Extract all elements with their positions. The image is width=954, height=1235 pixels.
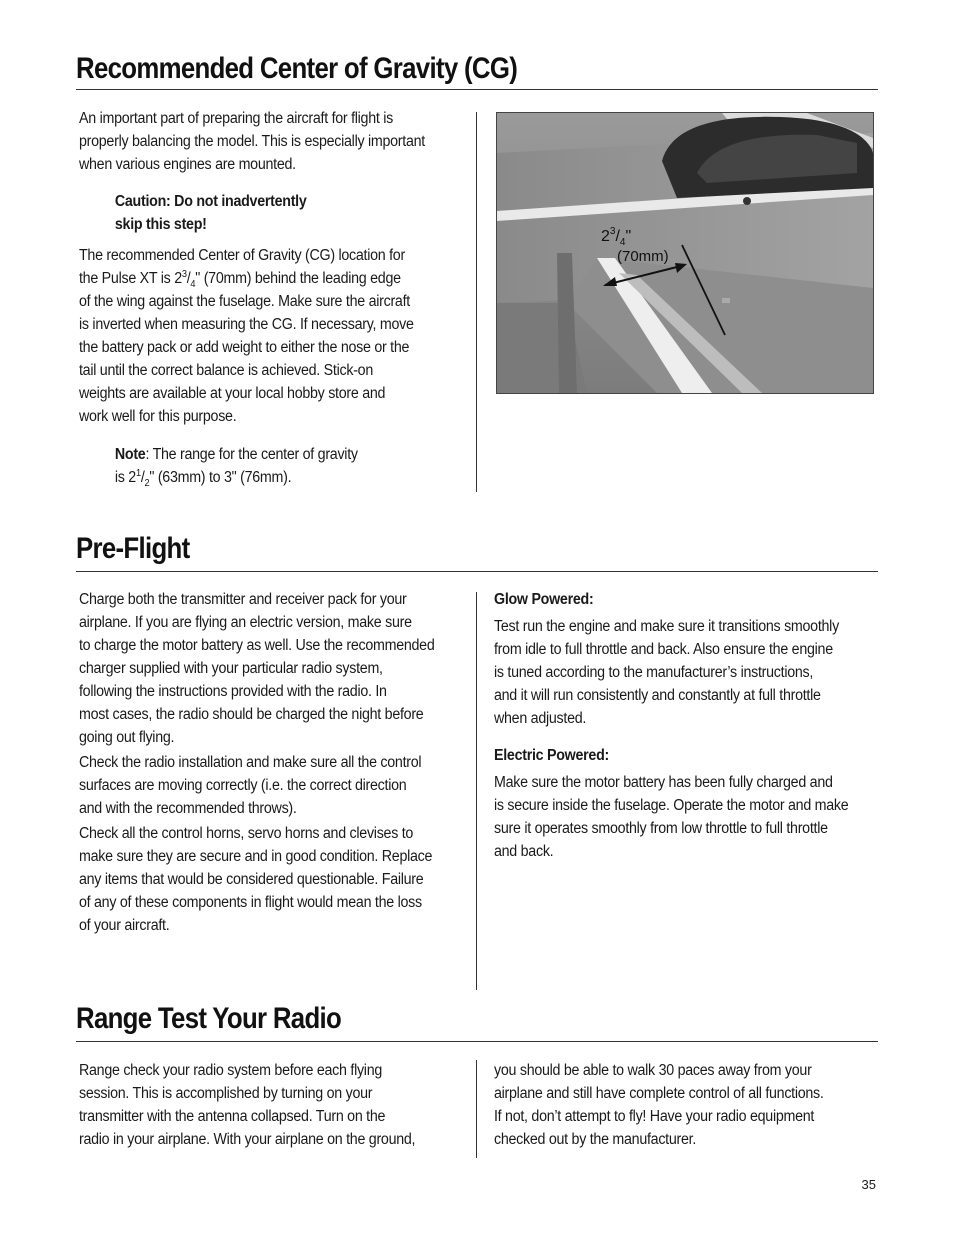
electric-line: and back. — [494, 843, 554, 860]
preflight-p3-line: of any of these components in flight would mean the loss — [79, 894, 422, 911]
preflight-p2-line: surfaces are moving correctly (i.e. the correct direction — [79, 777, 407, 794]
preflight-p3-line: Check all the control horns, servo horns and clevises to — [79, 825, 414, 842]
range-left-line: radio in your airplane. With your airplane on the ground, — [79, 1131, 416, 1148]
cg-body-line: the Pulse XT is $2^3/_4$" (70mm) behind the leading edge — [79, 268, 401, 291]
preflight-p1-line: airplane. If you are flying an electric version, make sure — [79, 614, 412, 631]
cg-column-divider — [476, 112, 477, 492]
cg-note-line: Note: The range for the center of gravity — [114, 446, 358, 463]
cg-intro-line: An important part of preparing the aircraft for flight is — [79, 110, 393, 127]
cg-left-column — [79, 107, 465, 489]
preflight-rule — [76, 571, 878, 572]
range-left-line: session. This is accomplished by turning on your — [79, 1085, 373, 1102]
preflight-p1-line: following the instructions provided with the radio. In — [79, 683, 387, 700]
preflight-p3-line: any items that would be considered questionable. Failure — [79, 871, 424, 888]
glow-line: and it will run consistently and constantly at full throttle — [494, 687, 821, 704]
preflight-p3-line: of your aircraft. — [79, 917, 170, 934]
glow-line: is tuned according to the manufacturer’s instructions, — [494, 664, 814, 681]
cg-title: Recommended Center of Gravity (CG) — [76, 52, 518, 85]
preflight-p1-line: to charge the motor battery as well. Use the recommended — [79, 637, 435, 654]
cg-body-line: The recommended Center of Gravity (CG) location for — [79, 247, 405, 264]
glow-line: when adjusted. — [494, 710, 587, 727]
preflight-right-column — [494, 588, 871, 863]
range-right-line: checked out by the manufacturer. — [494, 1131, 697, 1148]
page-number: 35 — [861, 1177, 876, 1192]
electric-line: sure it operates smoothly from low throttle to full throttle — [494, 820, 828, 837]
preflight-p2-line: and with the recommended throws). — [79, 800, 297, 817]
cg-body-line: tail until the correct balance is achieved. Stick-on — [79, 362, 373, 379]
range-right-column — [494, 1059, 871, 1151]
electric-line: Make sure the motor battery has been fully charged and — [494, 774, 833, 791]
cg-body-line: the battery pack or add weight to either the nose or the — [79, 339, 410, 356]
preflight-left-column — [79, 588, 465, 937]
cg-body-line: work well for this purpose. — [79, 408, 237, 425]
cg-caution-line: Caution: Do not inadvertently — [114, 193, 307, 210]
photo-dimension-label: $2^3/_4$" — [601, 226, 632, 248]
photo-mm-label: (70mm) — [617, 248, 669, 265]
cg-photo-image — [497, 113, 873, 393]
range-left-column — [79, 1059, 465, 1151]
cg-intro-line: when various engines are mounted. — [79, 156, 296, 173]
range-title: Range Test Your Radio — [76, 1002, 342, 1035]
cg-rule — [76, 89, 878, 90]
preflight-p2-line: Check the radio installation and make sure all the control — [79, 754, 422, 771]
preflight-title: Pre-Flight — [76, 532, 190, 565]
preflight-p3-line: make sure they are secure and in good condition. Replace — [79, 848, 433, 865]
preflight-p1-line: Charge both the transmitter and receiver pack for your — [79, 591, 407, 608]
range-right-line: If not, don’t attempt to fly! Have your radio equipment — [494, 1108, 815, 1125]
cg-intro-line: properly balancing the model. This is especially important — [79, 133, 425, 150]
cg-caution-line: skip this step! — [114, 216, 207, 233]
cg-photo — [496, 112, 874, 394]
range-rule — [76, 1041, 878, 1042]
cg-body-line: weights are available at your local hobby store and — [79, 385, 386, 402]
glow-heading: Glow Powered: — [494, 591, 594, 608]
range-column-divider — [476, 1060, 477, 1158]
cg-note-line: is $2^1/_2$" (63mm) to 3" (76mm). — [114, 467, 292, 490]
glow-line: from idle to full throttle and back. Also ensure the engine — [494, 641, 833, 658]
range-right-line: airplane and still have complete control of all functions. — [494, 1085, 824, 1102]
range-left-line: transmitter with the antenna collapsed. Turn on the — [79, 1108, 386, 1125]
glow-line: Test run the engine and make sure it transitions smoothly — [494, 618, 839, 635]
range-right-line: you should be able to walk 30 paces away from your — [494, 1062, 812, 1079]
electric-line: is secure inside the fuselage. Operate the motor and make — [494, 797, 849, 814]
preflight-column-divider — [476, 592, 477, 990]
electric-heading: Electric Powered: — [494, 747, 609, 764]
preflight-p1-line: going out flying. — [79, 729, 175, 746]
range-left-line: Range check your radio system before each flying — [79, 1062, 383, 1079]
preflight-p1-line: most cases, the radio should be charged the night before — [79, 706, 424, 723]
cg-body-line: of the wing against the fuselage. Make sure the aircraft — [79, 293, 410, 310]
preflight-p1-line: charger supplied with your particular radio system, — [79, 660, 383, 677]
cg-body-line: is inverted when measuring the CG. If necessary, move — [79, 316, 414, 333]
note-label: Note — [114, 446, 146, 463]
